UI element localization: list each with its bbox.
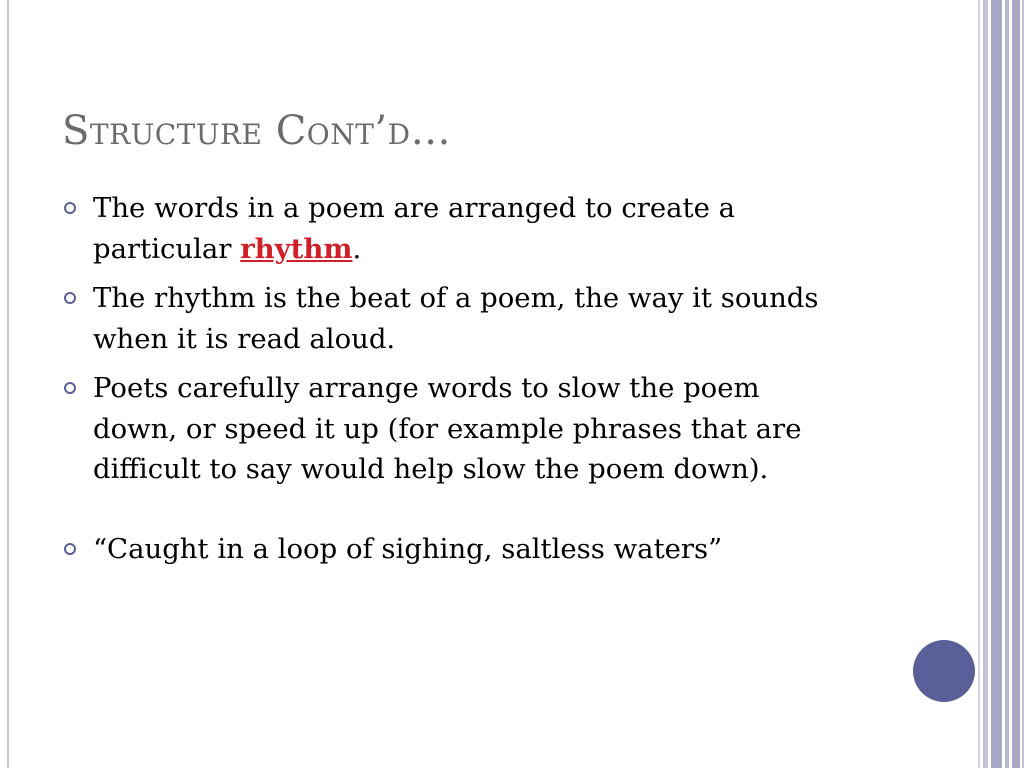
bullet-text: The words in a poem are arranged to create a particular bbox=[93, 192, 736, 265]
bullet-text: The rhythm is the beat of a poem, the way it sounds when it is read aloud. bbox=[93, 282, 819, 355]
stripe bbox=[1012, 0, 1020, 768]
stripe bbox=[991, 0, 1002, 768]
right-decorative-stripes bbox=[978, 0, 1024, 768]
decorative-circle bbox=[913, 640, 975, 702]
bullet-item bbox=[62, 529, 852, 570]
bullet-circle-icon bbox=[64, 292, 76, 304]
bullet-circle-icon bbox=[64, 543, 76, 555]
bullet-circle-icon bbox=[64, 382, 76, 394]
bullet-text: “Caught in a loop of sighing, saltless waters” bbox=[93, 532, 723, 565]
slide-title: Structure Cont’d… bbox=[62, 108, 452, 154]
bullet-text: Poets carefully arrange words to slow the poem down, or speed it up (for example phrases that are difficult to say would help slow the poem down). bbox=[93, 372, 802, 485]
bullet-text-end: . bbox=[352, 232, 362, 265]
bullet-item bbox=[62, 368, 852, 490]
stripe bbox=[1005, 0, 1009, 768]
bullet-item bbox=[62, 278, 852, 359]
bullet-list bbox=[62, 188, 852, 578]
stripe bbox=[983, 0, 988, 768]
emphasis-word: rhythm bbox=[240, 232, 353, 265]
stripe bbox=[978, 0, 980, 768]
left-border-line bbox=[7, 0, 9, 768]
bullet-circle-icon bbox=[64, 202, 76, 214]
bullet-item bbox=[62, 188, 852, 269]
